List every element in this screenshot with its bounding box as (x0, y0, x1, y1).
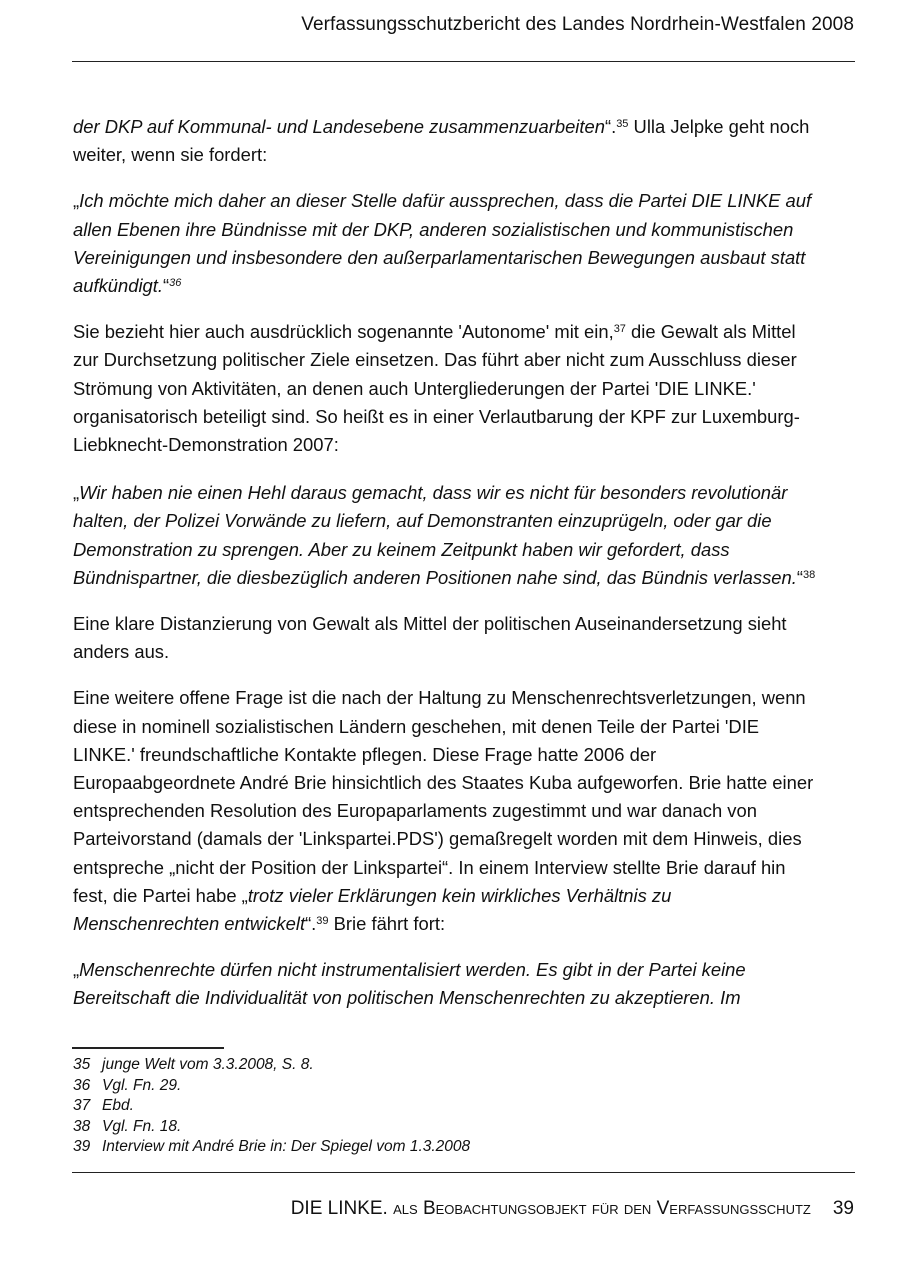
footnote-ref-38: 38 (802, 568, 816, 581)
footnote-39 (73, 1137, 470, 1158)
quote-text: Wir haben nie einen Hehl daraus gemacht, dass wir es nicht für besonders revolutionär halten, der Polizei Vorwände zu liefern, auf Demonstranten einzuprügeln, oder gar die Demonstration zu sprengen. Aber zu keinem Zeitpunkt haben wir gefordert, dass Bündnispartner, die diesbezüglich anderen Positionen nahe sind, das Bündnis verlassen. (73, 482, 797, 588)
footnote-number: 39 (73, 1138, 91, 1156)
close-mark: “ (162, 275, 170, 297)
footnote-number: 38 (73, 1117, 91, 1135)
footnotes (73, 1055, 470, 1158)
footnote-text: Vgl. Fn. 29. (102, 1076, 182, 1094)
paragraph-4 (73, 684, 818, 938)
footer-title: DIE LINKE. als Beobachtungsobjekt für den Verfassungsschutz (290, 1198, 811, 1219)
open-mark: „ (73, 190, 80, 212)
quote-1 (73, 187, 818, 300)
footnote-38 (73, 1117, 470, 1138)
footnote-ref-37: 37 (613, 323, 626, 336)
footnote-text: Ebd. (102, 1097, 134, 1115)
quote-text: Ich möchte mich daher an dieser Stelle dafür aussprechen, dass die Partei DIE LINKE auf allen Ebenen ihre Bündnisse mit der DKP, anderen sozialistischen und kommunistischen Vereinigungen und insbesondere den außerparlamentarischen Bewegungen ausbaut statt aufkündigt. (73, 190, 812, 297)
footnote-ref-39: 39 (316, 915, 329, 928)
paragraph-text-b: Brie fährt fort: (328, 913, 446, 935)
open-mark: „ (73, 482, 80, 504)
open-mark: „ (73, 959, 80, 981)
footnote-text: Vgl. Fn. 18. (102, 1117, 182, 1135)
footnote-35 (73, 1055, 470, 1076)
footnote-text: Interview mit André Brie in: Der Spiegel vom 1.3.2008 (102, 1138, 471, 1156)
quote-fragment: trotz vieler Erklärungen kein wirkliches Verhältnis zu Menschenrechten entwickelt (73, 884, 672, 935)
running-footer (291, 1198, 854, 1220)
quote-text: Menschenrechte dürfen nicht instrumentalisiert werden. Es gibt in der Partei keine Bereitschaft die Individualität von politischen Menschenrechten zu akzeptieren. Im (73, 959, 746, 1009)
paragraph-text-a: Eine weitere offene Frage ist die nach der Haltung zu Menschenrechtsverletzungen, wenn diese in nominell sozialistischen Ländern geschehen, mit denen Teile der Partei 'DIE LINKE.' freundschaftliche Kontakte pflegen. Diese Frage hatte 2006 der Europaabgeordnete André Brie hinsichtlich des Staates Kuba aufgeworfen. Brie hatte einer entsprechenden Resolution des Europaparlaments zugestimmt und war danach von Parteivorstand (damals der 'Linkspartei.PDS') gemaßregelt worden mit dem Hinweis, dies entspreche „nicht der Position der Linkspartei“. In einem Interview stellte Brie darauf hin fest, die Partei habe „ (73, 687, 814, 906)
page-number: 39 (832, 1198, 854, 1219)
quote-3 (73, 956, 818, 1012)
paragraph-2 (73, 318, 818, 459)
close-mark: “. (604, 116, 617, 137)
paragraph-text-a: Sie bezieht hier auch ausdrücklich sogenannte 'Autonome' mit ein, (73, 321, 614, 343)
paragraph-3 (73, 610, 818, 666)
paragraph-text: Eine klare Distanzierung von Gewalt als Mittel der politischen Auseinandersetzung sieht anders aus. (73, 613, 787, 663)
footnote-37 (73, 1096, 470, 1117)
main-text (73, 113, 818, 1030)
paragraph-1 (73, 113, 818, 169)
footnote-ref-35: 35 (616, 118, 629, 130)
footer-rule (72, 1172, 855, 1173)
footnote-ref-36: 36 (169, 277, 182, 290)
close-mark: “ (796, 566, 803, 588)
footnote-separator (72, 1047, 224, 1049)
quote-2 (73, 479, 818, 592)
footnote-36 (73, 1076, 470, 1097)
quote-fragment: der DKP auf Kommunal- und Landesebene zusammenzuarbeiten (73, 116, 605, 137)
running-header: Verfassungsschutzbericht des Landes Nordrhein-Westfalen 2008 (301, 14, 854, 35)
footnote-number: 37 (73, 1097, 91, 1115)
header-rule (72, 61, 855, 62)
footnote-number: 35 (73, 1056, 91, 1073)
paragraph-text: Ulla Jelpke geht noch weiter, wenn sie fordert: (73, 116, 810, 166)
footnote-text: junge Welt vom 3.3.2008, S. 8. (102, 1056, 314, 1073)
footnote-number: 36 (73, 1076, 91, 1094)
close-mark: “. (305, 913, 317, 935)
paragraph-text-b: die Gewalt als Mittel zur Durchsetzung politischer Ziele einsetzen. Das führt aber nicht zum Ausschluss dieser Strömung von Aktivitäten, an denen auch Untergliederungen der Partei 'DIE LINKE.' organisatorisch beteiligt sind. So heißt es in einer Verlautbarung der KPF zur Luxemburg-Liebknecht-Demonstration 2007: (73, 321, 800, 456)
